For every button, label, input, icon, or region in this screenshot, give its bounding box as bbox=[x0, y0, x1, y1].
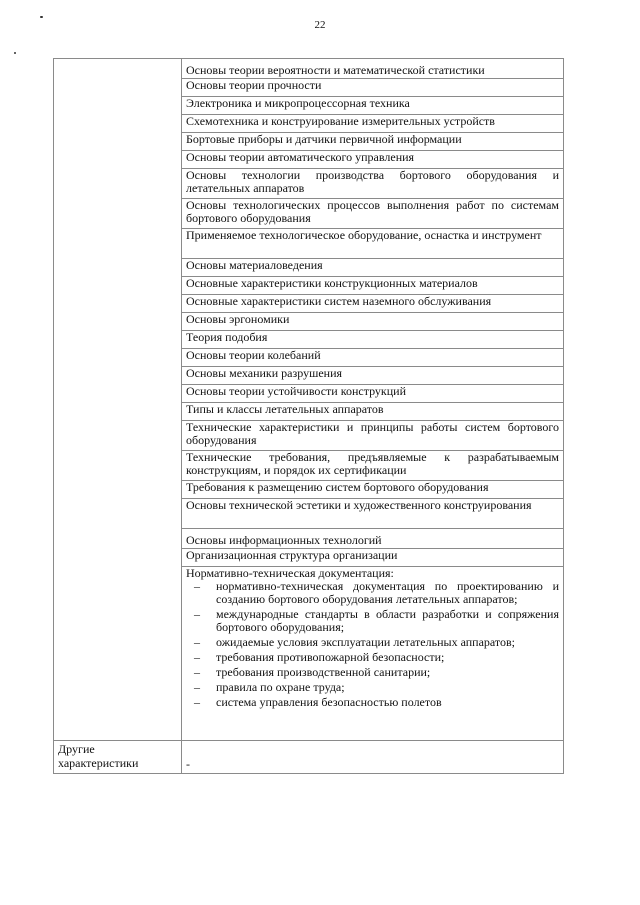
list-item-text: международные стандарты в области разработки и сопряжения бортового оборудования; bbox=[216, 607, 559, 634]
page-number: 22 bbox=[314, 19, 326, 31]
requirement-cell: Основы информационных технологий bbox=[182, 529, 564, 549]
dash-bullet: – bbox=[194, 665, 200, 679]
list-item bbox=[186, 580, 559, 608]
list-item-text: требования производственной санитарии; bbox=[216, 665, 431, 679]
requirement-cell: Организационная структура организации bbox=[182, 549, 564, 567]
requirement-cell: Основы теории устойчивости конструкций bbox=[182, 385, 564, 403]
scan-speck bbox=[14, 52, 16, 54]
list-item bbox=[186, 666, 559, 681]
normative-title: Нормативно-техническая документация: bbox=[186, 566, 394, 580]
normative-documentation-cell bbox=[182, 567, 564, 741]
requirement-cell: Типы и классы летательных аппаратов bbox=[182, 403, 564, 421]
requirement-cell: Основы эргономики bbox=[182, 313, 564, 331]
requirement-cell: Основы теории автоматического управления bbox=[182, 151, 564, 169]
dash-bullet: – bbox=[194, 579, 200, 593]
dash-bullet: – bbox=[194, 635, 200, 649]
scan-speck bbox=[40, 16, 43, 18]
requirement-cell: Основы теории колебаний bbox=[182, 349, 564, 367]
requirement-cell: Требования к размещению систем бортового оборудования bbox=[182, 481, 564, 499]
other-characteristics-value: - bbox=[182, 741, 564, 774]
list-item-text: правила по охране труда; bbox=[216, 680, 345, 694]
requirement-cell: Технические требования, предъявляемые к разрабатываемым конструкциям, и порядок их сертификации bbox=[182, 451, 564, 481]
list-item bbox=[186, 696, 559, 709]
dash-bullet: – bbox=[194, 607, 200, 621]
normative-list bbox=[186, 580, 559, 709]
list-item bbox=[186, 608, 559, 636]
list-item bbox=[186, 636, 559, 651]
list-item-text: система управления безопасностью полетов bbox=[216, 695, 442, 709]
other-characteristics-label: Другие характеристики bbox=[54, 741, 182, 774]
requirement-cell: Основы материаловедения bbox=[182, 259, 564, 277]
list-item-text: нормативно-техническая документация по проектированию и созданию бортового оборудования летательных аппаратов; bbox=[216, 579, 559, 606]
requirement-cell: Основы теории прочности bbox=[182, 79, 564, 97]
requirement-cell: Теория подобия bbox=[182, 331, 564, 349]
requirement-cell: Электроника и микропроцессорная техника bbox=[182, 97, 564, 115]
requirements-table bbox=[53, 58, 564, 774]
list-item-text: требования противопожарной безопасности; bbox=[216, 650, 445, 664]
table-row bbox=[54, 741, 564, 774]
dash-bullet: – bbox=[194, 695, 200, 709]
dash-bullet: – bbox=[194, 650, 200, 664]
list-item-text: ожидаемые условия эксплуатации летательных аппаратов; bbox=[216, 635, 516, 649]
requirement-cell: Основы технологических процессов выполнения работ по системам бортового оборудования bbox=[182, 199, 564, 229]
requirement-cell: Основы теории вероятности и математической статистики bbox=[182, 59, 564, 79]
dash-bullet: – bbox=[194, 680, 200, 694]
list-item bbox=[186, 651, 559, 666]
requirement-cell: Схемотехника и конструирование измерительных устройств bbox=[182, 115, 564, 133]
list-item bbox=[186, 681, 559, 696]
requirement-cell: Основы технической эстетики и художественного конструирования bbox=[182, 499, 564, 529]
label-cell-empty bbox=[54, 59, 182, 741]
requirement-cell: Бортовые приборы и датчики первичной информации bbox=[182, 133, 564, 151]
requirement-cell: Технические характеристики и принципы работы систем бортового оборудования bbox=[182, 421, 564, 451]
requirement-cell: Основы механики разрушения bbox=[182, 367, 564, 385]
requirement-cell: Основы технологии производства бортового оборудования и летательных аппаратов bbox=[182, 169, 564, 199]
requirement-cell: Основные характеристики систем наземного обслуживания bbox=[182, 295, 564, 313]
table-row bbox=[54, 59, 564, 79]
requirement-cell: Основные характеристики конструкционных материалов bbox=[182, 277, 564, 295]
requirement-cell: Применяемое технологическое оборудование, оснастка и инструмент bbox=[182, 229, 564, 259]
